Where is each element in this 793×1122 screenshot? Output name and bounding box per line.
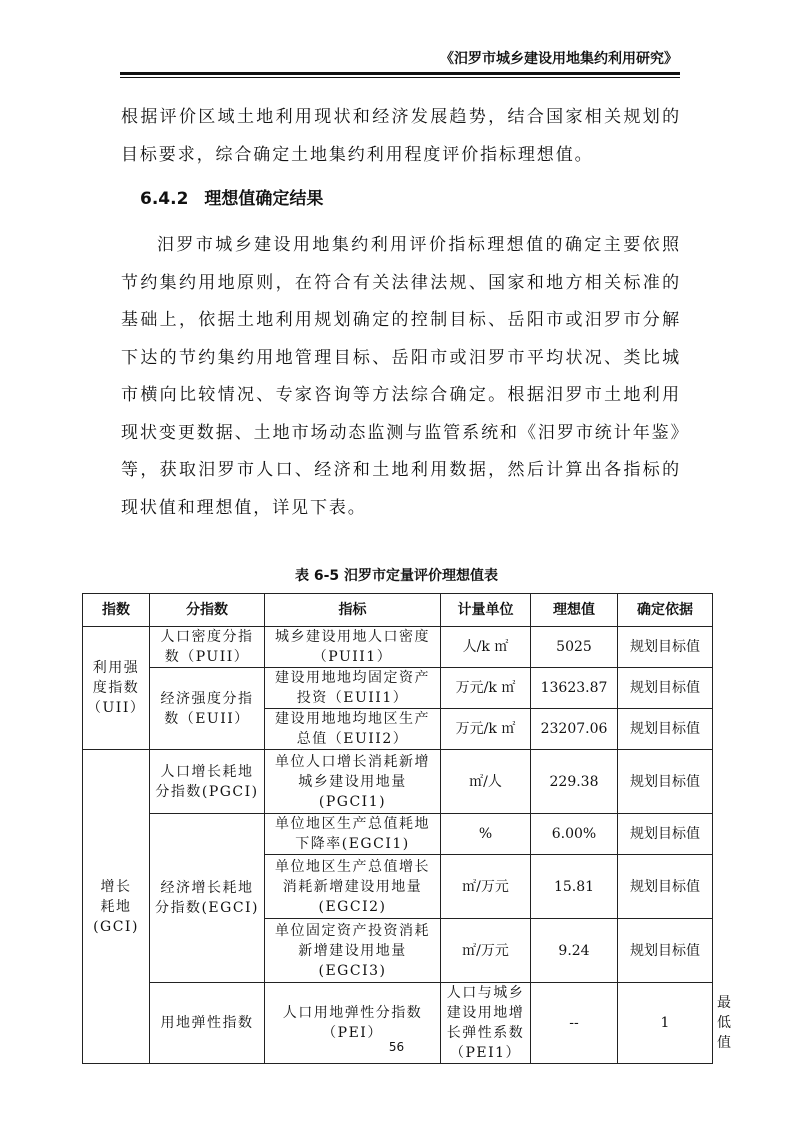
subindex-cell-pgci: 人口增长耗地分指数(PGCI) xyxy=(150,750,265,814)
value-cell: 23207.06 xyxy=(531,709,618,750)
unit-cell: ㎡/万元 xyxy=(441,919,531,983)
col-header-subindex: 分指数 xyxy=(150,594,265,627)
unit-cell: ㎡/万元 xyxy=(441,855,531,919)
indicator-cell: 人口与城乡建设用地增长弹性系数（PEI1） xyxy=(441,983,531,1064)
page-number: 56 xyxy=(388,1040,405,1054)
index-cell-pei: 用地弹性指数 xyxy=(150,983,265,1064)
table-row xyxy=(83,814,713,855)
basis-cell: 规划目标值 xyxy=(618,627,713,668)
indicator-cell: 城乡建设用地人口密度（PUII1） xyxy=(265,627,441,668)
section-heading xyxy=(140,184,323,209)
subindex-cell-puii: 人口密度分指数（PUII） xyxy=(150,627,265,668)
value-cell: 9.24 xyxy=(531,919,618,983)
index-cell-uii: 利用强度指数（UII） xyxy=(83,627,150,750)
value-cell: 6.00% xyxy=(531,814,618,855)
paragraph-intro: 根据评价区域土地利用现状和经济发展趋势，结合国家相关规划的目标要求，综合确定土地集约利用程度评价指标理想值。 xyxy=(121,107,681,165)
table-caption: 表 6-5 汨罗市定量评价理想值表 xyxy=(294,568,499,584)
col-header-basis: 确定依据 xyxy=(618,594,713,627)
basis-cell: 规划目标值 xyxy=(618,855,713,919)
indicator-cell: 建设用地地均地区生产总值（EUII2） xyxy=(265,709,441,750)
basis-cell: 规划目标值 xyxy=(618,814,713,855)
subindex-cell-egci: 经济增长耗地分指数(EGCI) xyxy=(150,814,265,983)
indicator-cell: 单位固定资产投资消耗新增建设用地量(EGCI3) xyxy=(265,919,441,983)
col-header-index: 指数 xyxy=(83,594,150,627)
table-row xyxy=(83,627,713,668)
basis-cell: 规划目标值 xyxy=(618,668,713,709)
indicator-cell: 建设用地地均固定资产投资（EUII1） xyxy=(265,668,441,709)
basis-cell: 规划目标值 xyxy=(618,919,713,983)
col-header-indicator: 指标 xyxy=(265,594,441,627)
header-rule-thin xyxy=(120,77,680,78)
indicator-cell: 单位地区生产总值增长消耗新增建设用地量(EGCI2) xyxy=(265,855,441,919)
indicator-cell: 单位地区生产总值耗地下降率(EGCI1) xyxy=(265,814,441,855)
section-number: 6.4.2 xyxy=(140,189,189,209)
unit-cell: ㎡/人 xyxy=(441,750,531,814)
basis-cell: 规划目标值 xyxy=(618,709,713,750)
subindex-cell-euii: 经济强度分指数（EUII） xyxy=(150,668,265,750)
unit-cell: 万元/k ㎡ xyxy=(441,709,531,750)
ideal-value-table xyxy=(82,593,731,1064)
value-cell: 229.38 xyxy=(531,750,618,814)
unit-cell: % xyxy=(441,814,531,855)
table-row xyxy=(83,668,713,709)
value-cell: 13623.87 xyxy=(531,668,618,709)
index-cell-gci: 增长耗地(GCI) xyxy=(83,750,150,1064)
col-header-unit: 计量单位 xyxy=(441,594,531,627)
unit-cell: -- xyxy=(531,983,618,1064)
col-header-ideal-value: 理想值 xyxy=(531,594,618,627)
paragraph-body: 汨罗市城乡建设用地集约利用评价指标理想值的确定主要依照节约集约用地原则，在符合有关法律法规、国家和地方相关标准的基础上，依据土地利用规划确定的控制目标、岳阳市或汨罗市分解下达的节约集约用地管理目标、岳阳市或汨罗市平均状况、类比城市横向比较情况、专家咨询等方法综合确定。根据汨罗市土地利用现状变更数据、土地市场动态监测与监管系统和《汨罗市统计年鉴》等，获取汨罗市人口、经济和土地利用数据，然后计算出各指标的现状值和理想值，详见下表。 xyxy=(121,235,681,518)
indicator-cell: 单位人口增长消耗新增城乡建设用地量(PGCI1) xyxy=(265,750,441,814)
section-title: 理想值确定结果 xyxy=(204,189,324,209)
table-row xyxy=(83,750,713,814)
unit-cell: 人/k ㎡ xyxy=(441,627,531,668)
table-header-row xyxy=(83,594,713,627)
table-row: 用地弹性指数 人口用地弹性分指数（PEI） 人口与城乡建设用地增长弹性系数（PEI1） -- 1 最低值 xyxy=(83,983,713,1064)
value-cell: 5025 xyxy=(531,627,618,668)
running-header: 《汨罗市城乡建设用地集约利用研究》 xyxy=(440,51,678,67)
value-cell: 15.81 xyxy=(531,855,618,919)
header-rule-thick xyxy=(120,72,680,75)
unit-cell: 万元/k ㎡ xyxy=(441,668,531,709)
value-cell: 1 xyxy=(618,983,713,1064)
basis-cell: 规划目标值 xyxy=(618,750,713,814)
subindex-cell-pei: 人口用地弹性分指数（PEI） xyxy=(265,983,441,1064)
